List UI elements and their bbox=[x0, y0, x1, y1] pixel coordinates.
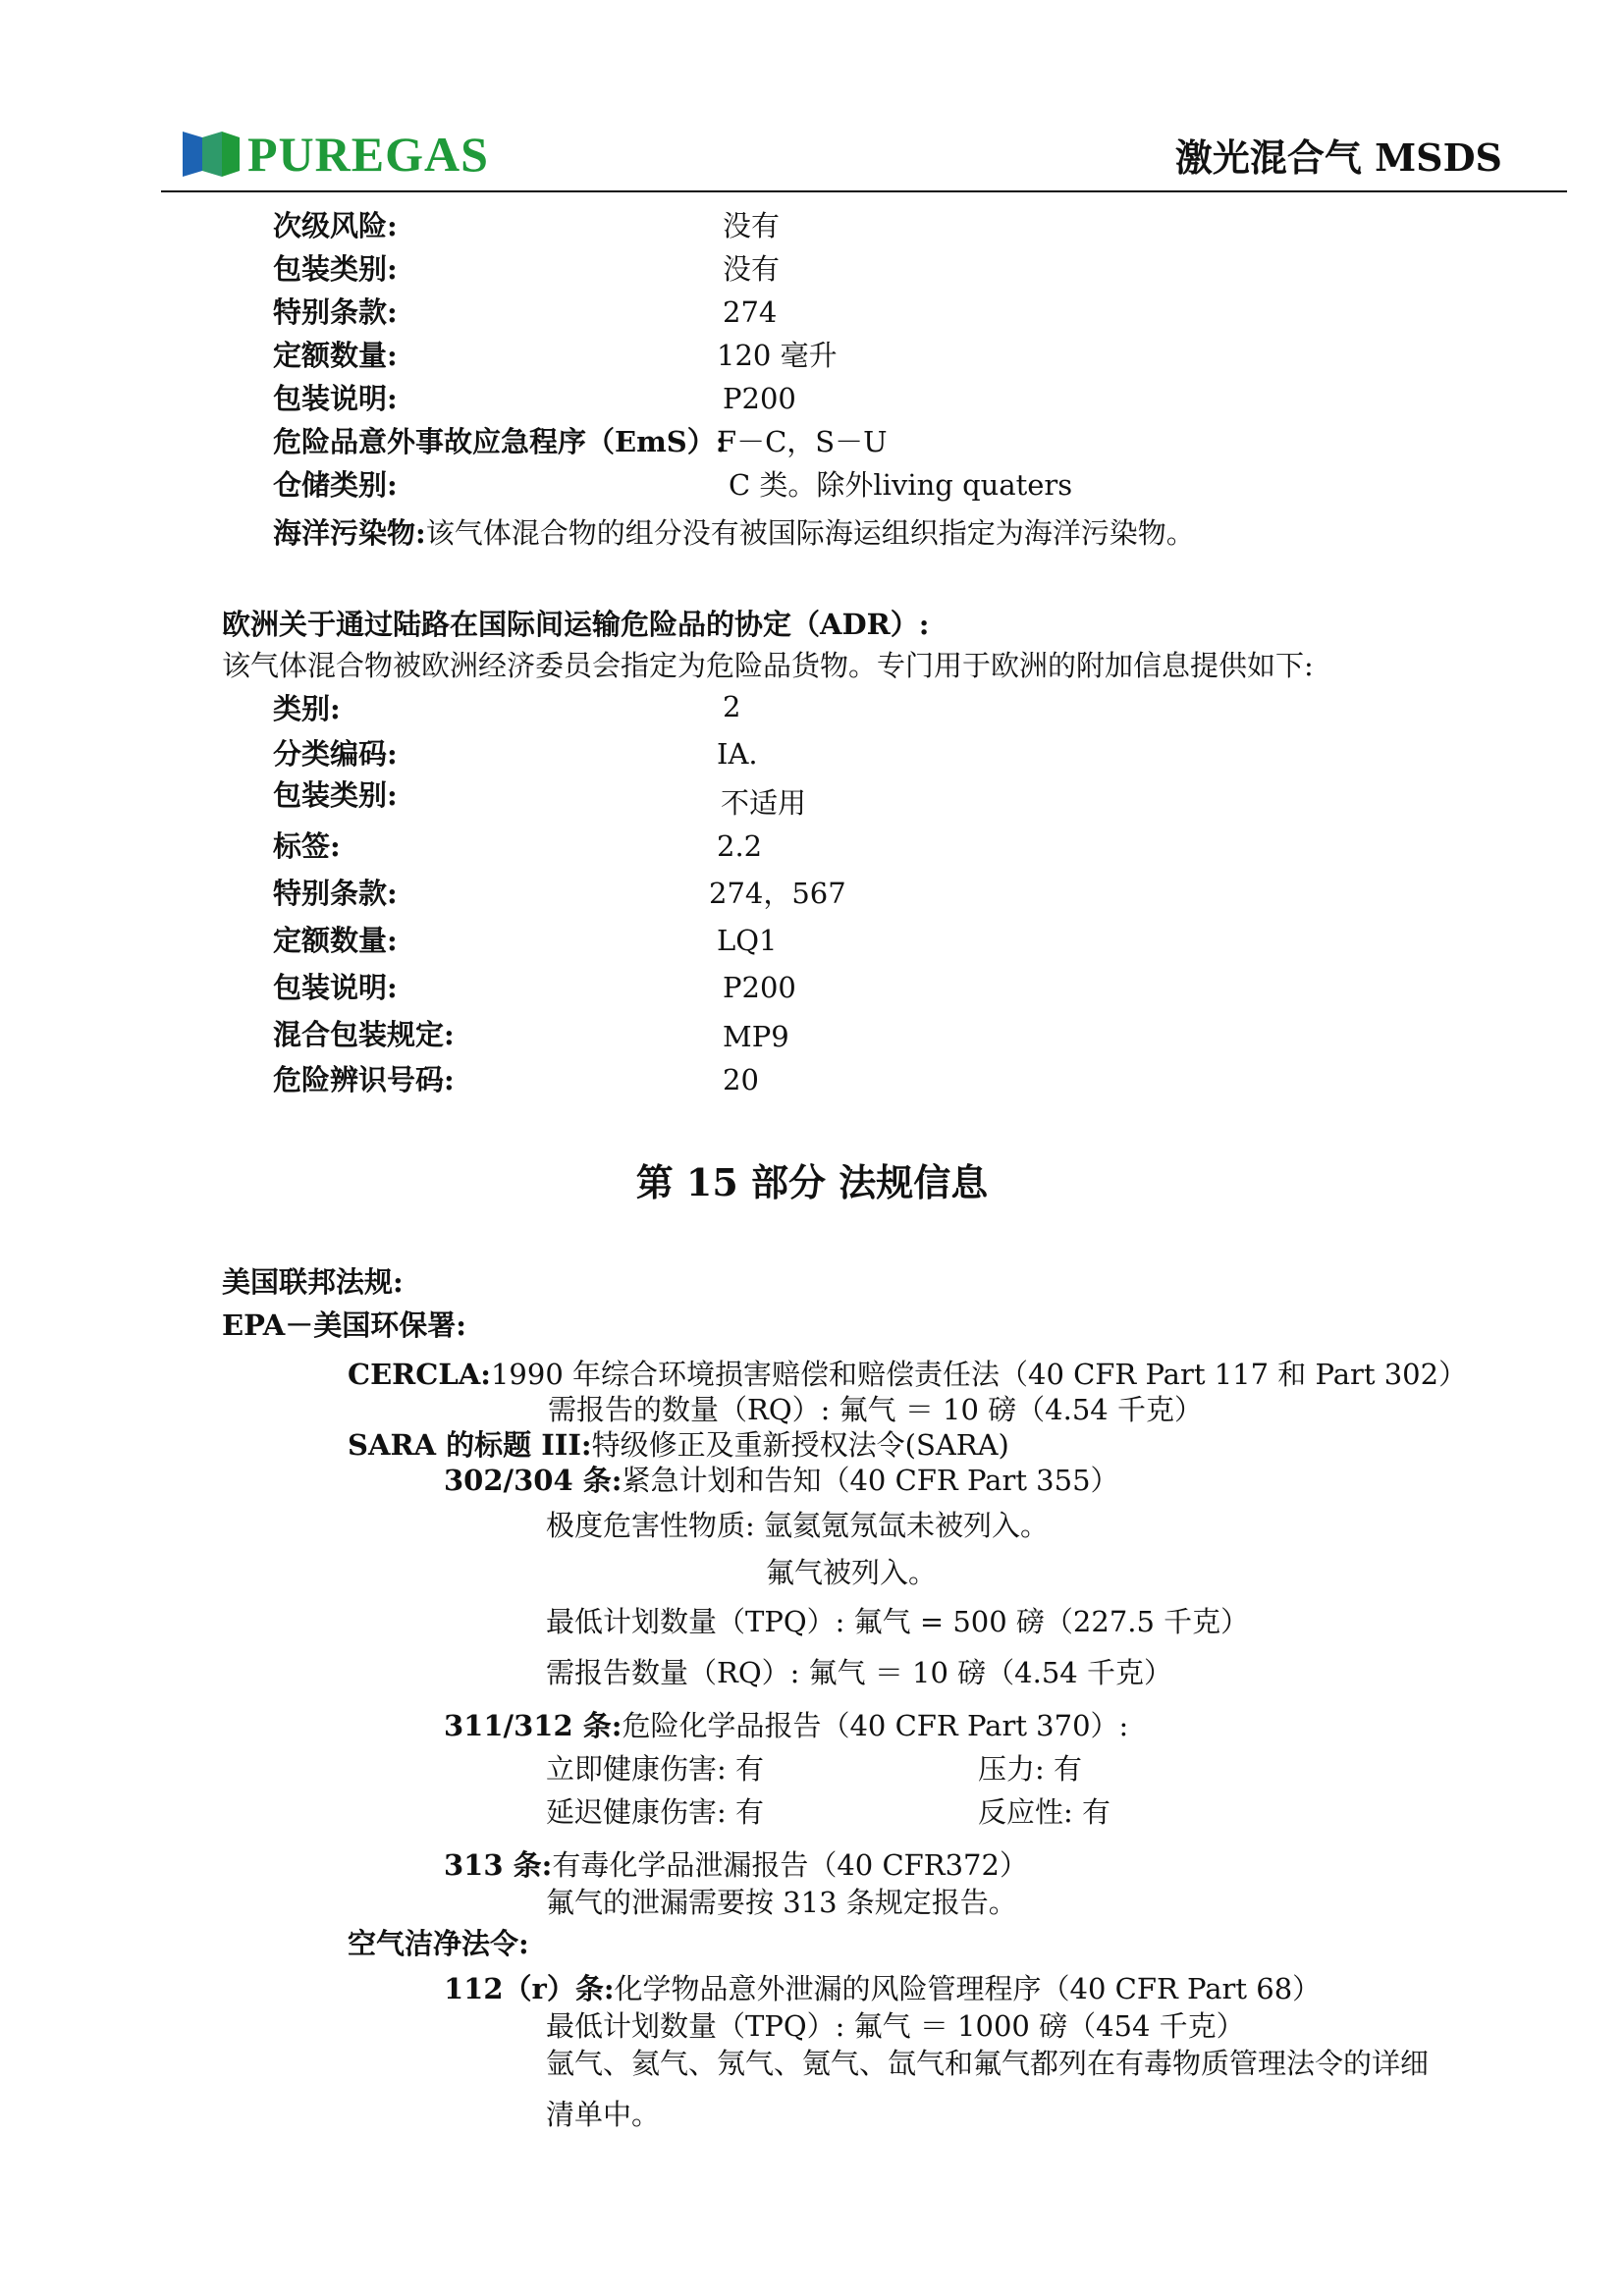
s302-fluorine-listed: 氟气被列入。 bbox=[766, 1556, 938, 1589]
cercla-line bbox=[348, 1357, 1467, 1392]
document-title: 激光混合气 MSDS bbox=[1174, 135, 1502, 180]
imdg-label-secondary-risk: 次级风险: bbox=[273, 209, 398, 242]
s313-text: 有毒化学品泄漏报告（40 CFR372） bbox=[552, 1848, 1028, 1882]
imdg-label-ems: 危险品意外事故应急程序（EmS）: bbox=[273, 425, 727, 458]
adr-heading: 欧洲关于通过陆路在国际间运输危险品的协定（ADR）: bbox=[222, 608, 930, 641]
s302-label: 302/304 条: bbox=[444, 1464, 623, 1497]
us-federal-heading: 美国联邦法规: bbox=[222, 1265, 404, 1299]
s302-tpq: 最低计划数量（TPQ）: 氟气 = 500 磅（227.5 千克） bbox=[546, 1605, 1250, 1638]
s112-tpq: 最低计划数量（TPQ）: 氟气 ＝ 1000 磅（454 千克） bbox=[546, 2009, 1245, 2043]
s311-delayed-health: 延迟健康伤害: 有 bbox=[546, 1795, 764, 1829]
imdg-value-limited-quantity: 120 毫升 bbox=[717, 339, 838, 372]
adr-value-class: 2 bbox=[723, 690, 741, 723]
adr-value-limited-quantity: LQ1 bbox=[717, 924, 778, 957]
s311-reactivity: 反应性: 有 bbox=[978, 1795, 1110, 1829]
imdg-label-special-provisions: 特别条款: bbox=[273, 295, 398, 329]
imdg-label-limited-quantity: 定额数量: bbox=[273, 339, 398, 372]
s313-line bbox=[444, 1847, 1028, 1883]
adr-label-class: 类别: bbox=[273, 692, 341, 725]
s112-label: 112（r）条: bbox=[444, 1972, 615, 2005]
s302-text: 紧急计划和告知（40 CFR Part 355） bbox=[622, 1464, 1119, 1497]
adr-intro: 该气体混合物被欧洲经济委员会指定为危险品货物。专门用于欧洲的附加信息提供如下: bbox=[222, 649, 1314, 682]
s112-text: 化学物品意外泄漏的风险管理程序（40 CFR Part 68） bbox=[614, 1972, 1322, 2005]
imdg-label-packing-instructions: 包装说明: bbox=[273, 382, 398, 415]
s311-pressure: 压力: 有 bbox=[978, 1752, 1082, 1786]
puregas-logo-icon bbox=[183, 132, 240, 177]
s313-note: 氟气的泄漏需要按 313 条规定报告。 bbox=[546, 1886, 1017, 1919]
adr-label-limited-quantity: 定额数量: bbox=[273, 924, 398, 957]
s313-label: 313 条: bbox=[444, 1848, 553, 1882]
s302-line bbox=[444, 1463, 1119, 1498]
s311-text: 危险化学品报告（40 CFR Part 370）: bbox=[622, 1709, 1129, 1742]
adr-label-labels: 标签: bbox=[273, 829, 341, 863]
s311-immediate-health: 立即健康伤害: 有 bbox=[546, 1752, 764, 1786]
s302-ehs: 极度危害性物质: 氩氦氪氖氙未被列入。 bbox=[546, 1509, 1049, 1542]
imdg-value-packing-instructions: P200 bbox=[723, 382, 796, 415]
adr-value-labels: 2.2 bbox=[717, 829, 763, 863]
imdg-value-stowage: C 类。除外living quaters bbox=[729, 468, 1073, 502]
s311-label: 311/312 条: bbox=[444, 1709, 623, 1742]
imdg-value-ems: F－C，S－U bbox=[717, 425, 888, 458]
section-15-title: 第 15 部分 法规信息 bbox=[635, 1160, 989, 1204]
imdg-value-secondary-risk: 没有 bbox=[723, 209, 781, 242]
s302-rq: 需报告数量（RQ）: 氟气 ＝ 10 磅（4.54 千克） bbox=[546, 1656, 1172, 1689]
imdg-value-special-provisions: 274 bbox=[723, 295, 778, 329]
sara-text: 特级修正及重新授权法令(SARA) bbox=[591, 1428, 1009, 1462]
adr-value-classification-code: IA. bbox=[717, 737, 758, 771]
s112-list-line-2: 清单中。 bbox=[546, 2098, 661, 2131]
imdg-value-packing-group: 没有 bbox=[723, 252, 781, 286]
adr-label-special-provisions: 特别条款: bbox=[273, 877, 398, 910]
adr-value-special-provisions: 274，567 bbox=[709, 877, 846, 910]
marine-pollutant-label: 海洋污染物: bbox=[273, 516, 426, 550]
cercla-rq: 需报告的数量（RQ）: 氟气 ＝ 10 磅（4.54 千克） bbox=[548, 1393, 1203, 1426]
adr-label-hazard-id: 危险辨识号码: bbox=[273, 1063, 455, 1096]
s311-line bbox=[444, 1708, 1128, 1743]
adr-label-packing-group: 包装类别: bbox=[273, 778, 398, 812]
header-divider bbox=[161, 190, 1567, 192]
clean-air-act-heading: 空气洁净法令: bbox=[348, 1927, 529, 1960]
adr-label-mixed-packing: 混合包装规定: bbox=[273, 1018, 455, 1051]
marine-pollutant-text: 该气体混合物的组分没有被国际海运组织指定为海洋污染物。 bbox=[425, 516, 1195, 550]
adr-value-hazard-id: 20 bbox=[723, 1063, 759, 1096]
s112-list-line-1: 氩气、氦气、氖气、氪气、氙气和氟气都列在有毒物质管理法令的详细 bbox=[546, 2047, 1430, 2080]
adr-label-packing-instructions: 包装说明: bbox=[273, 971, 398, 1004]
adr-label-classification-code: 分类编码: bbox=[273, 737, 398, 771]
imdg-label-stowage: 仓储类别: bbox=[273, 468, 398, 502]
marine-pollutant-line bbox=[273, 515, 1195, 551]
logo-text: PUREGAS bbox=[247, 127, 489, 182]
imdg-label-packing-group: 包装类别: bbox=[273, 252, 398, 286]
adr-value-packing-instructions: P200 bbox=[723, 971, 796, 1004]
sara-line bbox=[348, 1427, 1009, 1463]
sara-label: SARA 的标题 III: bbox=[348, 1428, 592, 1462]
adr-value-mixed-packing: MP9 bbox=[723, 1020, 789, 1053]
cercla-label: CERCLA: bbox=[348, 1358, 491, 1391]
cercla-text: 1990 年综合环境损害赔偿和赔偿责任法（40 CFR Part 117 和 Part 302） bbox=[490, 1358, 1468, 1391]
s112-line bbox=[444, 1971, 1321, 2006]
epa-heading: EPA－美国环保署: bbox=[222, 1308, 467, 1342]
adr-value-packing-group: 不适用 bbox=[721, 786, 807, 820]
